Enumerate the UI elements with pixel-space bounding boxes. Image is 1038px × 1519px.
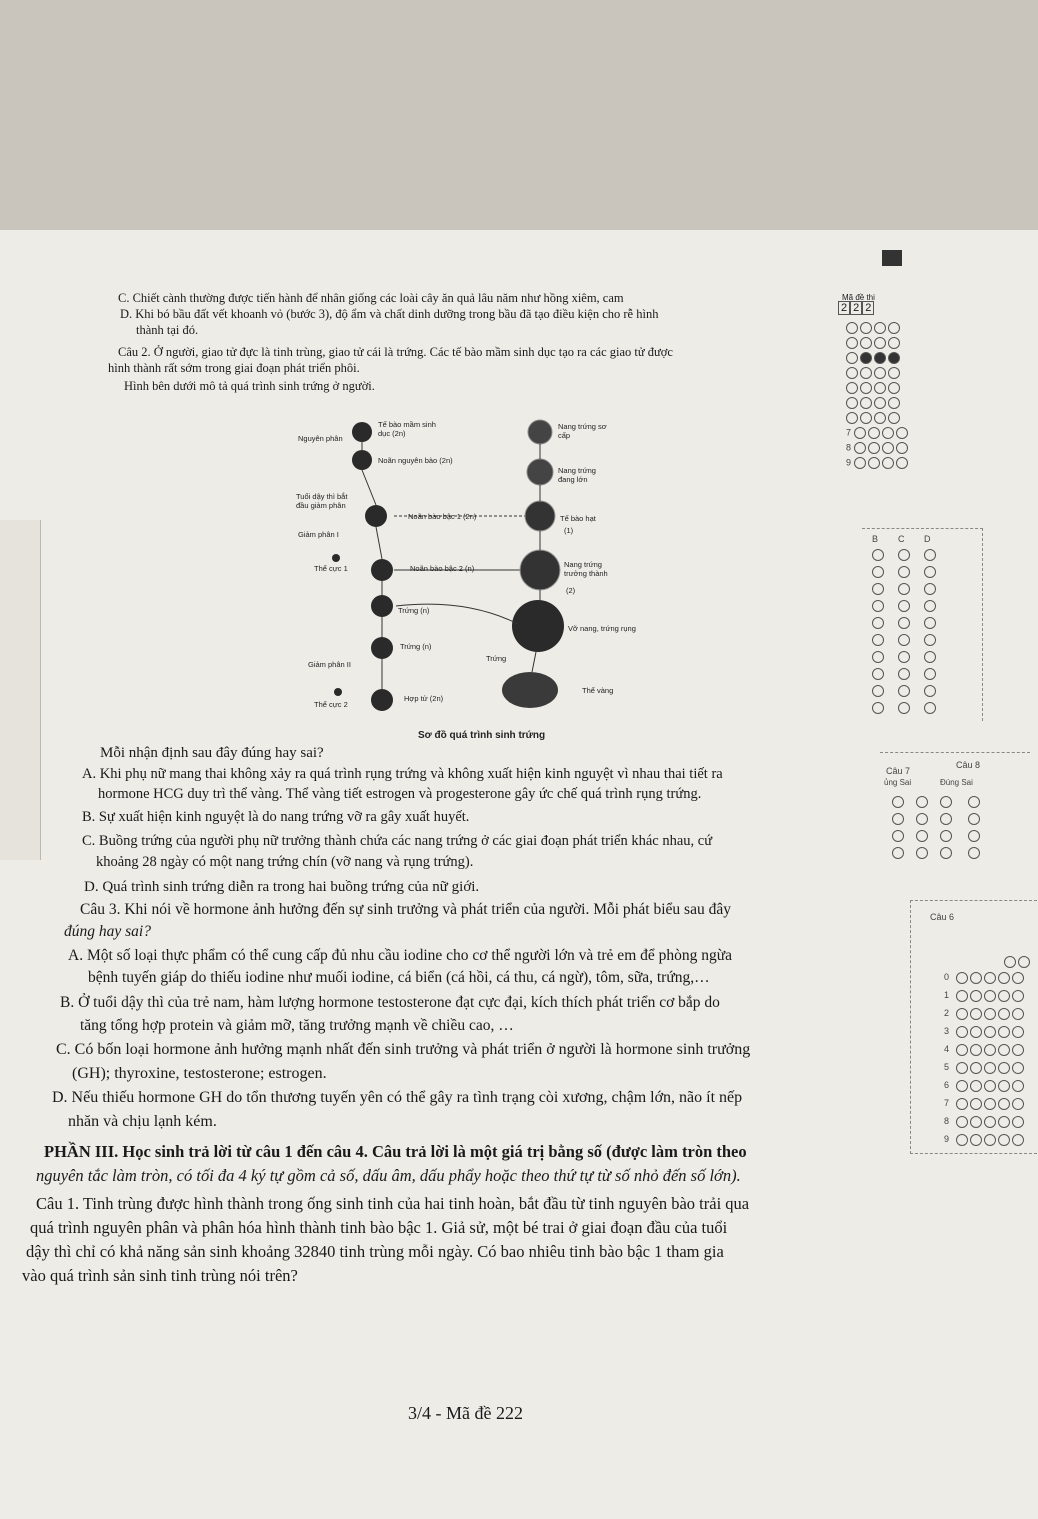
answer-bubble[interactable] — [956, 1098, 968, 1110]
bubble-row — [872, 702, 950, 719]
answer-bubble[interactable] — [956, 1026, 968, 1038]
answer-bubble[interactable] — [888, 397, 900, 409]
q3-statement-d-2: nhăn và chịu lạnh kém. — [68, 1113, 217, 1130]
answer-bubble[interactable] — [940, 813, 952, 825]
bubble-row — [944, 1026, 1032, 1044]
answer-bubble[interactable] — [956, 1062, 968, 1074]
answer-bubble[interactable] — [872, 549, 884, 561]
label-secondary-oocyte: Noãn bào bậc 2 (n) — [410, 564, 475, 573]
answer-bubble[interactable] — [984, 1116, 996, 1128]
answer-bubble[interactable] — [860, 322, 872, 334]
answer-bubble[interactable] — [970, 972, 982, 984]
answer-bubble[interactable] — [868, 442, 880, 454]
label-growing-follicle: Nang trứng đang lớn — [558, 466, 596, 484]
answer-bubble[interactable] — [898, 668, 910, 680]
bubble-row — [944, 1134, 1032, 1152]
answer-bubble[interactable] — [956, 972, 968, 984]
answer-bubble[interactable] — [854, 427, 866, 439]
page-footer: 3/4 - Mã đề 222 — [408, 1403, 523, 1423]
q3-statement-c-1: C. Có bốn loại hormone ảnh hưởng mạnh nhất đến sinh trưởng và phát triển ở người là hormone sinh trưởng — [56, 1041, 751, 1058]
answer-bubble[interactable] — [916, 847, 928, 859]
label-polar-body-2: Thể cực 2 — [314, 700, 348, 709]
statement-a-1: A. Khi phụ nữ mang thai không xảy ra quá trình rụng trứng và không xuất hiện kinh nguyệt vì nhau thai tiết ra — [82, 766, 723, 782]
answer-bubble[interactable] — [1012, 1062, 1024, 1074]
label-zygote: Hợp tử (2n) — [404, 694, 444, 703]
answer-bubble[interactable] — [898, 634, 910, 646]
answer-bubble[interactable] — [874, 412, 886, 424]
question-2-line-2: hình thành rất sớm trong giai đoạn phát triển phôi. — [108, 361, 360, 375]
alignment-marker — [882, 250, 902, 266]
germ-cell — [352, 422, 372, 442]
oogenesis-diagram — [286, 410, 666, 750]
answer-bubble[interactable] — [846, 397, 858, 409]
label-puberty: Tuổi dậy thì bắt đầu giảm phân — [296, 492, 348, 510]
bubble-row — [846, 442, 910, 457]
answer-bubble[interactable] — [860, 337, 872, 349]
answer-bubble[interactable] — [924, 702, 936, 714]
digit-label: 3 — [944, 1026, 950, 1037]
mature-follicle — [520, 550, 560, 590]
answer-bubble[interactable] — [924, 685, 936, 697]
answer-bubble[interactable] — [984, 1044, 996, 1056]
bubble-row — [944, 1116, 1032, 1134]
arrow — [376, 527, 382, 559]
label-nguyen-phan: Nguyên phân — [298, 434, 343, 443]
answer-bubble[interactable] — [1004, 956, 1016, 968]
label-egg-1: Trứng (n) — [398, 606, 430, 615]
answer-bubble[interactable] — [892, 830, 904, 842]
bubble-row — [892, 796, 982, 813]
answer-bubble[interactable] — [998, 1062, 1010, 1074]
answer-bubble[interactable] — [1012, 1098, 1024, 1110]
cau-7-label: Câu 7 — [886, 766, 911, 776]
answer-grid-top — [846, 322, 910, 472]
q3-statement-c-2: (GH); thyroxine, testosterone; estrogen. — [72, 1065, 327, 1082]
answer-bubble[interactable] — [854, 442, 866, 454]
bubble-row — [944, 990, 1032, 1008]
bubble-row — [944, 1098, 1032, 1116]
answer-bubble[interactable] — [872, 702, 884, 714]
answer-bubble[interactable] — [956, 1116, 968, 1128]
col-b: B — [872, 534, 879, 544]
digit-label: 9 — [944, 1134, 950, 1145]
answer-bubble[interactable] — [998, 1080, 1010, 1092]
bubble-row — [846, 412, 910, 427]
answer-bubble[interactable] — [1012, 1134, 1024, 1146]
answer-bubble[interactable] — [984, 972, 996, 984]
q3-statement-a-2: bệnh tuyến giáp do thiếu iodine như muối iodine, cá biển (cá hồi, cá thu, cá ngừ), tôm, sữa, trứng,… — [88, 969, 710, 986]
bubble-row — [892, 813, 982, 830]
answer-bubble[interactable] — [872, 685, 884, 697]
question-3-line-2: đúng hay sai? — [64, 923, 151, 940]
answer-bubble[interactable] — [882, 442, 894, 454]
label-ovulation: Vỡ nang, trứng rụng — [568, 624, 636, 633]
bubble-row — [872, 668, 950, 685]
bubble-row — [892, 847, 982, 864]
answer-bubble[interactable] — [956, 1134, 968, 1146]
answer-bubble[interactable] — [888, 412, 900, 424]
q3-statement-b-2: tăng tổng hợp protein và giảm mỡ, tăng trưởng mạnh về chiều cao, … — [80, 1017, 514, 1034]
ruptured-follicle — [512, 600, 564, 652]
underlying-sheet-edge — [0, 520, 41, 860]
row-number: 8 — [846, 442, 852, 453]
answer-bubble[interactable] — [1012, 1080, 1024, 1092]
answer-bubble[interactable] — [998, 1008, 1010, 1020]
answer-bubble[interactable] — [896, 427, 908, 439]
answer-bubble[interactable] — [860, 397, 872, 409]
answer-bubble[interactable] — [888, 337, 900, 349]
label-mature-follicle: Nang trứng trưởng thành — [564, 560, 608, 578]
answer-bubble[interactable] — [874, 367, 886, 379]
answer-bubble[interactable] — [1012, 1026, 1024, 1038]
bubble-row — [944, 1044, 1032, 1062]
bubble-row — [872, 549, 950, 566]
answer-bubble[interactable] — [924, 600, 936, 612]
answer-bubble[interactable] — [874, 352, 886, 364]
answer-bubble[interactable] — [1012, 1044, 1024, 1056]
answer-bubble[interactable] — [898, 583, 910, 595]
q3-statement-b-1: B. Ở tuổi dậy thì của trẻ nam, hàm lượng hormone testosterone đạt cực đại, kích thích phát triển cơ bắp do — [60, 994, 720, 1011]
digit-label: 0 — [944, 972, 950, 983]
arrow — [362, 470, 376, 505]
answer-bubble[interactable] — [846, 382, 858, 394]
answer-bubble[interactable] — [970, 1134, 982, 1146]
growing-follicle — [527, 459, 553, 485]
answer-bubble[interactable] — [956, 1080, 968, 1092]
answer-bubble[interactable] — [892, 847, 904, 859]
primary-oocyte — [365, 505, 387, 527]
answer-bubble[interactable] — [898, 702, 910, 714]
answer-bubble[interactable] — [984, 1098, 996, 1110]
egg-1 — [371, 595, 393, 617]
bubble-row — [872, 634, 950, 651]
answer-bubble[interactable] — [970, 1026, 982, 1038]
answer-bubble[interactable] — [916, 796, 928, 808]
answer-bubble[interactable] — [892, 813, 904, 825]
answer-bubble[interactable] — [970, 1098, 982, 1110]
answer-bubble[interactable] — [882, 427, 894, 439]
exam-code-boxes — [838, 302, 874, 314]
label-mark-2: (2) — [566, 586, 576, 595]
digit-label: 5 — [944, 1062, 950, 1073]
bubble-row — [846, 427, 910, 442]
label-polar-body-1: Thể cực 1 — [314, 564, 348, 573]
answer-bubble[interactable] — [846, 352, 858, 364]
answer-bubble[interactable] — [854, 457, 866, 469]
answer-bubble[interactable] — [956, 990, 968, 1002]
answer-bubble[interactable] — [898, 685, 910, 697]
answer-bubble[interactable] — [1012, 990, 1024, 1002]
answer-bubble[interactable] — [968, 813, 980, 825]
answer-bubble[interactable] — [860, 352, 872, 364]
answer-bubble[interactable] — [968, 847, 980, 859]
arrow — [532, 652, 536, 672]
answer-bubble[interactable] — [924, 617, 936, 629]
answer-bubble[interactable] — [888, 352, 900, 364]
answer-bubble[interactable] — [882, 457, 894, 469]
answer-bubble[interactable] — [888, 367, 900, 379]
answer-bubble[interactable] — [924, 668, 936, 680]
option-c-text: C. Chiết cành thường được tiến hành để nhân giống các loài cây ăn quả lâu năm như hồng xiêm, cam — [118, 291, 624, 305]
cau-7-8-grid — [892, 796, 982, 864]
answer-bubble[interactable] — [1012, 972, 1024, 984]
exam-code-digit: 2 — [862, 301, 874, 315]
digit-label: 6 — [944, 1080, 950, 1091]
bubble-row — [846, 337, 910, 352]
answer-bubble[interactable] — [1018, 956, 1030, 968]
answer-bubble[interactable] — [956, 1044, 968, 1056]
bubble-row — [944, 1008, 1032, 1026]
polar-body-2 — [334, 688, 342, 696]
primary-follicle — [528, 420, 552, 444]
diagram-caption: Sơ đồ quá trình sinh trứng — [418, 730, 546, 741]
bubble-row — [846, 352, 910, 367]
diagram-drawing — [286, 410, 666, 750]
answer-bubble[interactable] — [916, 830, 928, 842]
label-germ-cell: Tế bào mầm sinh dục (2n) — [378, 420, 436, 438]
label-egg-released: Trứng — [486, 654, 507, 663]
col-c: C — [898, 534, 905, 544]
exam-code-digit: 2 — [850, 301, 862, 315]
statement-c-2: khoảng 28 ngày có một nang trứng chín (vỡ nang và rụng trứng). — [96, 854, 474, 870]
answer-bubble[interactable] — [984, 1008, 996, 1020]
answer-bubble[interactable] — [998, 972, 1010, 984]
answer-bubble[interactable] — [984, 1062, 996, 1074]
part-3-q1-line-4: vào quá trình sản sinh tinh trùng nói trên? — [22, 1266, 298, 1285]
secondary-oocyte — [371, 559, 393, 581]
statement-a-2: hormone HCG duy trì thể vàng. Thể vàng tiết estrogen và progesterone gây ức chế quá trình rụng trứng. — [98, 786, 702, 802]
answer-bubble[interactable] — [860, 412, 872, 424]
answer-bubble[interactable] — [898, 566, 910, 578]
exam-code-digit: 2 — [838, 301, 850, 315]
answer-bubble[interactable] — [924, 634, 936, 646]
bubble-row — [944, 972, 1032, 990]
answer-bubble[interactable] — [874, 337, 886, 349]
digit-label: 8 — [944, 1116, 950, 1127]
answer-bubble[interactable] — [956, 1008, 968, 1020]
row-number: 7 — [846, 427, 852, 438]
exam-code-label: Mã đề thi — [842, 293, 875, 302]
bubble-row — [872, 583, 950, 600]
answer-bubble[interactable] — [898, 600, 910, 612]
answer-bubble[interactable] — [924, 549, 936, 561]
q3-statement-d-1: D. Nếu thiếu hormone GH do tổn thương tuyến yên có thể gây ra tình trạng còi xương, chậm lớn, não ít nếp — [52, 1089, 743, 1106]
answer-bubble[interactable] — [916, 813, 928, 825]
answer-bubble[interactable] — [984, 990, 996, 1002]
answer-bubble[interactable] — [846, 412, 858, 424]
answer-bubble[interactable] — [924, 651, 936, 663]
digit-label: 7 — [944, 1098, 950, 1109]
answer-bubble[interactable] — [872, 600, 884, 612]
abcd-header — [872, 534, 950, 549]
answer-bubble[interactable] — [1012, 1008, 1024, 1020]
answer-bubble[interactable] — [998, 1098, 1010, 1110]
statement-d: D. Quá trình sinh trứng diễn ra trong hai buồng trứng của nữ giới. — [84, 879, 480, 895]
answer-bubble[interactable] — [898, 651, 910, 663]
answer-bubble[interactable] — [868, 457, 880, 469]
answer-bubble[interactable] — [984, 1080, 996, 1092]
option-d-text-2: thành tại đó. — [136, 323, 199, 337]
answer-bubble[interactable] — [998, 990, 1010, 1002]
question-3-line-1: Câu 3. Khi nói về hormone ảnh hưởng đến sự sinh trưởng và phát triển của người. Mỗi phát biểu sau đây — [80, 901, 731, 918]
answer-bubble[interactable] — [860, 367, 872, 379]
label-primary-follicle: Nang trứng sơ cấp — [558, 422, 607, 440]
statements-intro: Mỗi nhận định sau đây đúng hay sai? — [100, 745, 324, 761]
bubble-row — [944, 956, 1032, 972]
answer-bubble[interactable] — [968, 830, 980, 842]
answer-bubble[interactable] — [872, 651, 884, 663]
answer-bubble[interactable] — [888, 382, 900, 394]
part-3-title-text: PHẦN III. Học sinh trả lời từ câu 1 đến câu 4. Câu trả lời là một giá trị bằng số (được làm tròn theo — [44, 1142, 747, 1161]
bubble-row — [846, 382, 910, 397]
answer-bubble[interactable] — [868, 427, 880, 439]
label-egg-2: Trứng (n) — [400, 642, 432, 651]
part-3-q1-line-3: dậy thì chỉ có khả năng sản sinh khoảng 32840 tinh trùng mỗi ngày. Có bao nhiêu tinh bào bậc 1 tham gia — [26, 1242, 724, 1261]
answer-bubble[interactable] — [940, 847, 952, 859]
answer-bubble[interactable] — [998, 1116, 1010, 1128]
cau-7-columns: ủng Sai — [884, 778, 912, 787]
question-2-line-1: Câu 2. Ở người, giao tử đực là tinh trùng, giao tử cái là trứng. Các tế bào mầm sinh dục tạo ra các giao tử được — [118, 345, 673, 359]
answer-bubble[interactable] — [874, 322, 886, 334]
part-3-title-1 — [44, 1142, 747, 1161]
answer-bubble[interactable] — [872, 566, 884, 578]
answer-bubble[interactable] — [970, 1062, 982, 1074]
cau-6-grid — [944, 956, 1032, 1152]
bubble-row — [872, 651, 950, 668]
corpus-luteum — [502, 672, 558, 708]
answer-bubble[interactable] — [846, 322, 858, 334]
answer-bubble[interactable] — [984, 1026, 996, 1038]
q3-statement-a-1: A. Một số loại thực phẩm có thể cung cấp đủ nhu cầu iodine cho cơ thể người lớn và trẻ em để phòng ngừa — [68, 947, 733, 964]
answer-bubble[interactable] — [872, 583, 884, 595]
answer-bubble[interactable] — [940, 796, 952, 808]
zygote — [371, 689, 393, 711]
answer-bubble[interactable] — [924, 566, 936, 578]
cau-8-columns: Đúng Sai — [940, 778, 973, 787]
label-granulosa: Tế bào hạt — [560, 514, 596, 523]
answer-bubble[interactable] — [872, 668, 884, 680]
label-primary-oocyte: Noãn bào bậc 1 (2n) — [408, 512, 477, 521]
answer-bubble[interactable] — [968, 796, 980, 808]
answer-bubble[interactable] — [860, 382, 872, 394]
digit-label: 4 — [944, 1044, 950, 1055]
answer-bubble[interactable] — [998, 1044, 1010, 1056]
bubble-row — [872, 566, 950, 583]
answer-bubble[interactable] — [874, 397, 886, 409]
cau-8-label: Câu 8 — [956, 760, 981, 770]
answer-bubble[interactable] — [998, 1134, 1010, 1146]
row-number: 9 — [846, 457, 852, 468]
answer-bubble[interactable] — [924, 583, 936, 595]
label-mark-1: (1) — [564, 526, 574, 535]
bubble-row — [846, 457, 910, 472]
label-meiosis-1: Giảm phân I — [298, 530, 339, 539]
answer-bubble[interactable] — [896, 457, 908, 469]
answer-bubble[interactable] — [970, 1080, 982, 1092]
statement-c-1: C. Buồng trứng của người phụ nữ trưởng thành chứa các nang trứng ở các giai đoạn phát triển khác nhau, cứ — [82, 833, 713, 849]
answer-bubble[interactable] — [888, 322, 900, 334]
label-corpus-luteum: Thể vàng — [582, 686, 614, 695]
answer-bubble[interactable] — [970, 1044, 982, 1056]
answer-bubble[interactable] — [872, 634, 884, 646]
digit-label: 1 — [944, 990, 950, 1001]
bubble-row — [892, 830, 982, 847]
option-d-text-1: D. Khi bó bầu đất vết khoanh vỏ (bước 3), độ ẩm và chất dinh dưỡng trong bầu đã tạo điều kiện cho rễ hình — [120, 307, 659, 321]
answer-bubble[interactable] — [874, 382, 886, 394]
bubble-row — [872, 617, 950, 634]
answer-bubble[interactable] — [872, 617, 884, 629]
bubble-row — [944, 1080, 1032, 1098]
abcd-grid — [872, 534, 950, 719]
bubble-row — [846, 367, 910, 382]
col-d: D — [924, 534, 931, 544]
bubble-row — [872, 685, 950, 702]
bubble-row — [846, 322, 910, 337]
answer-bubble[interactable] — [846, 337, 858, 349]
answer-bubble[interactable] — [892, 796, 904, 808]
question-2-line-3: Hình bên dưới mô tả quá trình sinh trứng ở người. — [124, 379, 375, 393]
oogonium — [352, 450, 372, 470]
answer-bubble[interactable] — [898, 549, 910, 561]
answer-bubble[interactable] — [970, 990, 982, 1002]
part-3-title-2: nguyên tắc làm tròn, có tối đa 4 ký tự gồm cả số, dấu âm, dấu phẩy hoặc theo thứ tự từ số nhỏ đến số lớn). — [36, 1166, 741, 1185]
granulosa-follicle — [525, 501, 555, 531]
bubble-row — [872, 600, 950, 617]
digit-label: 2 — [944, 1008, 950, 1019]
answer-bubble[interactable] — [940, 830, 952, 842]
answer-bubble[interactable] — [846, 367, 858, 379]
egg-2 — [371, 637, 393, 659]
bubble-row — [944, 1062, 1032, 1080]
label-meiosis-2: Giảm phân II — [308, 660, 351, 669]
statement-b: B. Sự xuất hiện kinh nguyệt là do nang trứng vỡ ra gây xuất huyết. — [82, 809, 470, 825]
part-3-q1-line-2: quá trình nguyên phân và phân hóa hình thành tinh bào bậc 1. Giả sử, một bé trai ở giai đoạn đầu của tuổi — [30, 1218, 728, 1237]
answer-bubble[interactable] — [1012, 1116, 1024, 1128]
answer-bubble[interactable] — [970, 1116, 982, 1128]
label-oogonium: Noãn nguyên bào (2n) — [378, 456, 453, 465]
answer-bubble[interactable] — [898, 617, 910, 629]
bubble-row — [846, 397, 910, 412]
part-3-q1-line-1: Câu 1. Tinh trùng được hình thành trong ống sinh tinh của hai tinh hoàn, bắt đầu từ tinh nguyên bào trải qua — [36, 1194, 750, 1213]
answer-bubble[interactable] — [984, 1134, 996, 1146]
cau-6-label: Câu 6 — [930, 912, 955, 922]
polar-body-1 — [332, 554, 340, 562]
answer-bubble[interactable] — [896, 442, 908, 454]
answer-bubble[interactable] — [998, 1026, 1010, 1038]
answer-bubble[interactable] — [970, 1008, 982, 1020]
